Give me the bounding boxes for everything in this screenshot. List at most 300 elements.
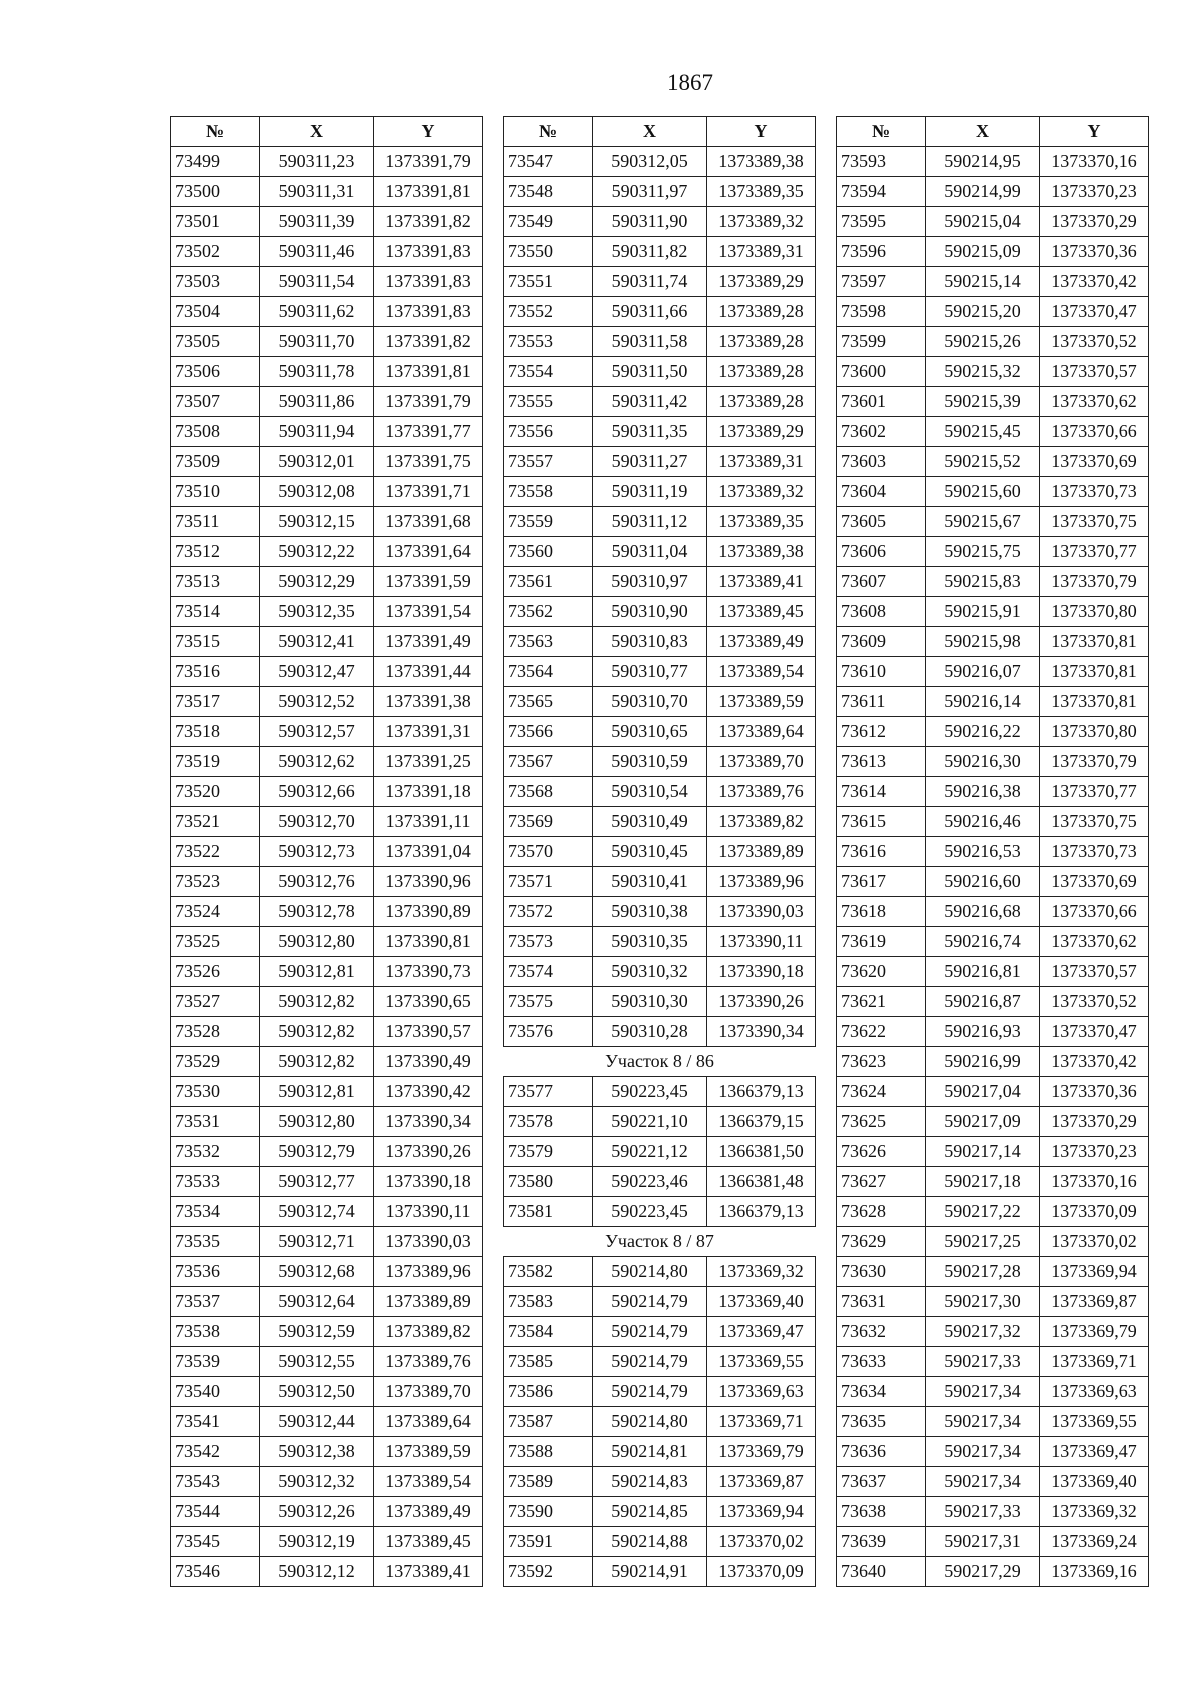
point-number-cell: 73508 (171, 417, 260, 447)
table-row (504, 1437, 816, 1467)
point-number-cell: 73622 (837, 1017, 926, 1047)
x-coordinate-cell: 590310,65 (593, 717, 707, 747)
point-number-cell: 73592 (504, 1557, 593, 1587)
y-coordinate-cell: 1373390,49 (374, 1047, 483, 1077)
point-number-cell: 73620 (837, 957, 926, 987)
table-row (837, 327, 1149, 357)
y-coordinate-cell: 1373370,66 (1040, 417, 1149, 447)
table-row (171, 1227, 483, 1257)
y-coordinate-cell: 1373389,38 (707, 537, 816, 567)
y-coordinate-cell: 1373390,11 (374, 1197, 483, 1227)
x-coordinate-cell: 590311,35 (593, 417, 707, 447)
table-row (504, 1467, 816, 1497)
x-coordinate-cell: 590215,09 (926, 237, 1040, 267)
y-coordinate-cell: 1373389,89 (374, 1287, 483, 1317)
table-row (504, 327, 816, 357)
point-number-cell: 73538 (171, 1317, 260, 1347)
table-row (171, 1107, 483, 1137)
table-row (837, 267, 1149, 297)
x-coordinate-cell: 590215,98 (926, 627, 1040, 657)
point-number-cell: 73536 (171, 1257, 260, 1287)
y-coordinate-cell: 1373370,23 (1040, 177, 1149, 207)
table-row (504, 1287, 816, 1317)
y-coordinate-cell: 1373391,77 (374, 417, 483, 447)
table-row (837, 1077, 1149, 1107)
y-coordinate-cell: 1373390,18 (707, 957, 816, 987)
x-coordinate-cell: 590215,14 (926, 267, 1040, 297)
table-row (171, 1317, 483, 1347)
point-number-cell: 73602 (837, 417, 926, 447)
y-coordinate-cell: 1373370,16 (1040, 1167, 1149, 1197)
point-number-cell: 73591 (504, 1527, 593, 1557)
x-coordinate-cell: 590312,77 (260, 1167, 374, 1197)
y-coordinate-cell: 1373369,71 (1040, 1347, 1149, 1377)
point-number-cell: 73633 (837, 1347, 926, 1377)
point-number-cell: 73539 (171, 1347, 260, 1377)
y-coordinate-cell: 1373389,54 (374, 1467, 483, 1497)
table-row (837, 627, 1149, 657)
point-number-cell: 73523 (171, 867, 260, 897)
point-number-cell: 73511 (171, 507, 260, 537)
x-coordinate-cell: 590312,59 (260, 1317, 374, 1347)
y-coordinate-cell: 1373389,96 (707, 867, 816, 897)
point-number-cell: 73624 (837, 1077, 926, 1107)
table-row (171, 867, 483, 897)
x-coordinate-cell: 590312,57 (260, 717, 374, 747)
y-coordinate-cell: 1373391,82 (374, 207, 483, 237)
table-row (171, 957, 483, 987)
y-coordinate-cell: 1373370,57 (1040, 957, 1149, 987)
x-coordinate-cell: 590311,39 (260, 207, 374, 237)
y-coordinate-cell: 1373389,59 (707, 687, 816, 717)
point-number-cell: 73561 (504, 567, 593, 597)
x-coordinate-cell: 590214,79 (593, 1287, 707, 1317)
y-coordinate-cell: 1373389,49 (707, 627, 816, 657)
table-row (837, 747, 1149, 777)
x-coordinate-cell: 590312,19 (260, 1527, 374, 1557)
y-coordinate-cell: 1373389,28 (707, 357, 816, 387)
y-coordinate-cell: 1373390,96 (374, 867, 483, 897)
point-number-cell: 73556 (504, 417, 593, 447)
table-row (171, 807, 483, 837)
x-coordinate-cell: 590217,32 (926, 1317, 1040, 1347)
point-number-cell: 73619 (837, 927, 926, 957)
point-number-cell: 73532 (171, 1137, 260, 1167)
header-y: Y (707, 117, 816, 147)
y-coordinate-cell: 1373370,81 (1040, 657, 1149, 687)
point-number-cell: 73513 (171, 567, 260, 597)
x-coordinate-cell: 590216,07 (926, 657, 1040, 687)
table-row (171, 177, 483, 207)
y-coordinate-cell: 1373391,83 (374, 267, 483, 297)
point-number-cell: 73604 (837, 477, 926, 507)
x-coordinate-cell: 590312,78 (260, 897, 374, 927)
table-header-row (837, 117, 1149, 147)
x-coordinate-cell: 590310,28 (593, 1017, 707, 1047)
point-number-cell: 73589 (504, 1467, 593, 1497)
y-coordinate-cell: 1366379,13 (707, 1197, 816, 1227)
point-number-cell: 73504 (171, 297, 260, 327)
y-coordinate-cell: 1373389,96 (374, 1257, 483, 1287)
x-coordinate-cell: 590216,93 (926, 1017, 1040, 1047)
x-coordinate-cell: 590312,55 (260, 1347, 374, 1377)
point-number-cell: 73581 (504, 1197, 593, 1227)
y-coordinate-cell: 1373370,79 (1040, 747, 1149, 777)
header-x: X (260, 117, 374, 147)
table-row (837, 657, 1149, 687)
x-coordinate-cell: 590217,33 (926, 1347, 1040, 1377)
x-coordinate-cell: 590310,90 (593, 597, 707, 627)
point-number-cell: 73501 (171, 207, 260, 237)
y-coordinate-cell: 1373370,73 (1040, 477, 1149, 507)
x-coordinate-cell: 590311,46 (260, 237, 374, 267)
point-number-cell: 73569 (504, 807, 593, 837)
x-coordinate-cell: 590311,12 (593, 507, 707, 537)
table-row (171, 1437, 483, 1467)
point-number-cell: 73577 (504, 1077, 593, 1107)
x-coordinate-cell: 590311,74 (593, 267, 707, 297)
table-row (504, 837, 816, 867)
y-coordinate-cell: 1373389,29 (707, 417, 816, 447)
point-number-cell: 73547 (504, 147, 593, 177)
table-row (837, 537, 1149, 567)
x-coordinate-cell: 590310,30 (593, 987, 707, 1017)
point-number-cell: 73541 (171, 1407, 260, 1437)
table-row (837, 1107, 1149, 1137)
point-number-cell: 73560 (504, 537, 593, 567)
x-coordinate-cell: 590217,04 (926, 1077, 1040, 1107)
point-number-cell: 73554 (504, 357, 593, 387)
y-coordinate-cell: 1373391,44 (374, 657, 483, 687)
x-coordinate-cell: 590216,30 (926, 747, 1040, 777)
y-coordinate-cell: 1373389,32 (707, 207, 816, 237)
y-coordinate-cell: 1373389,70 (707, 747, 816, 777)
x-coordinate-cell: 590217,09 (926, 1107, 1040, 1137)
y-coordinate-cell: 1373370,42 (1040, 267, 1149, 297)
x-coordinate-cell: 590216,14 (926, 687, 1040, 717)
x-coordinate-cell: 590312,64 (260, 1287, 374, 1317)
x-coordinate-cell: 590217,22 (926, 1197, 1040, 1227)
x-coordinate-cell: 590215,91 (926, 597, 1040, 627)
y-coordinate-cell: 1373370,29 (1040, 1107, 1149, 1137)
x-coordinate-cell: 590312,05 (593, 147, 707, 177)
coordinates-table-3 (836, 116, 1149, 1587)
x-coordinate-cell: 590217,33 (926, 1497, 1040, 1527)
table-row (504, 1317, 816, 1347)
point-number-cell: 73526 (171, 957, 260, 987)
table-row (171, 747, 483, 777)
point-number-cell: 73567 (504, 747, 593, 777)
header-x: X (926, 117, 1040, 147)
point-number-cell: 73546 (171, 1557, 260, 1587)
x-coordinate-cell: 590216,46 (926, 807, 1040, 837)
y-coordinate-cell: 1373391,68 (374, 507, 483, 537)
point-number-cell: 73559 (504, 507, 593, 537)
point-number-cell: 73566 (504, 717, 593, 747)
point-number-cell: 73596 (837, 237, 926, 267)
y-coordinate-cell: 1373369,16 (1040, 1557, 1149, 1587)
table-row (504, 1197, 816, 1227)
x-coordinate-cell: 590216,38 (926, 777, 1040, 807)
table-row (171, 1347, 483, 1377)
y-coordinate-cell: 1373391,11 (374, 807, 483, 837)
point-number-cell: 73586 (504, 1377, 593, 1407)
x-coordinate-cell: 590311,04 (593, 537, 707, 567)
x-coordinate-cell: 590214,81 (593, 1437, 707, 1467)
x-coordinate-cell: 590221,10 (593, 1107, 707, 1137)
x-coordinate-cell: 590217,28 (926, 1257, 1040, 1287)
point-number-cell: 73533 (171, 1167, 260, 1197)
y-coordinate-cell: 1373390,03 (707, 897, 816, 927)
point-number-cell: 73543 (171, 1467, 260, 1497)
table-row (837, 147, 1149, 177)
x-coordinate-cell: 590223,45 (593, 1197, 707, 1227)
table-row (837, 1017, 1149, 1047)
x-coordinate-cell: 590214,91 (593, 1557, 707, 1587)
table-row (504, 687, 816, 717)
point-number-cell: 73614 (837, 777, 926, 807)
y-coordinate-cell: 1373390,57 (374, 1017, 483, 1047)
x-coordinate-cell: 590311,27 (593, 447, 707, 477)
y-coordinate-cell: 1373391,38 (374, 687, 483, 717)
table-row (837, 987, 1149, 1017)
table-row (504, 1137, 816, 1167)
point-number-cell: 73531 (171, 1107, 260, 1137)
point-number-cell: 73607 (837, 567, 926, 597)
table-row (171, 147, 483, 177)
x-coordinate-cell: 590215,60 (926, 477, 1040, 507)
x-coordinate-cell: 590310,77 (593, 657, 707, 687)
table-row (504, 537, 816, 567)
point-number-cell: 73512 (171, 537, 260, 567)
point-number-cell: 73575 (504, 987, 593, 1017)
point-number-cell: 73525 (171, 927, 260, 957)
section-header-row (504, 1227, 816, 1257)
x-coordinate-cell: 590216,60 (926, 867, 1040, 897)
point-number-cell: 73548 (504, 177, 593, 207)
y-coordinate-cell: 1373370,42 (1040, 1047, 1149, 1077)
table-row (837, 927, 1149, 957)
table-header-row (171, 117, 483, 147)
x-coordinate-cell: 590217,18 (926, 1167, 1040, 1197)
y-coordinate-cell: 1373370,80 (1040, 597, 1149, 627)
x-coordinate-cell: 590311,97 (593, 177, 707, 207)
table-row (837, 1317, 1149, 1347)
point-number-cell: 73529 (171, 1047, 260, 1077)
y-coordinate-cell: 1373369,32 (707, 1257, 816, 1287)
table-row (171, 477, 483, 507)
y-coordinate-cell: 1373389,38 (707, 147, 816, 177)
table-row (171, 1077, 483, 1107)
x-coordinate-cell: 590312,79 (260, 1137, 374, 1167)
x-coordinate-cell: 590217,31 (926, 1527, 1040, 1557)
x-coordinate-cell: 590214,88 (593, 1527, 707, 1557)
x-coordinate-cell: 590311,54 (260, 267, 374, 297)
y-coordinate-cell: 1373390,65 (374, 987, 483, 1017)
table-row (504, 357, 816, 387)
y-coordinate-cell: 1373370,81 (1040, 627, 1149, 657)
point-number-cell: 73605 (837, 507, 926, 537)
point-number-cell: 73629 (837, 1227, 926, 1257)
point-number-cell: 73609 (837, 627, 926, 657)
table-row (837, 1047, 1149, 1077)
table-row (171, 687, 483, 717)
table-row (171, 1377, 483, 1407)
point-number-cell: 73500 (171, 177, 260, 207)
x-coordinate-cell: 590216,87 (926, 987, 1040, 1017)
table-row (837, 177, 1149, 207)
point-number-cell: 73565 (504, 687, 593, 717)
table-row (171, 267, 483, 297)
table-row (504, 1377, 816, 1407)
table-row (837, 1167, 1149, 1197)
x-coordinate-cell: 590311,42 (593, 387, 707, 417)
table-row (171, 1137, 483, 1167)
table-row (837, 507, 1149, 537)
table-row (837, 447, 1149, 477)
x-coordinate-cell: 590217,29 (926, 1557, 1040, 1587)
y-coordinate-cell: 1373369,87 (707, 1467, 816, 1497)
y-coordinate-cell: 1373369,55 (1040, 1407, 1149, 1437)
point-number-cell: 73570 (504, 837, 593, 867)
table-row (504, 177, 816, 207)
table-row (504, 417, 816, 447)
x-coordinate-cell: 590312,35 (260, 597, 374, 627)
table-row (171, 1167, 483, 1197)
point-number-cell: 73613 (837, 747, 926, 777)
point-number-cell: 73637 (837, 1467, 926, 1497)
point-number-cell: 73563 (504, 627, 593, 657)
section-title: Участок 8 / 86 (504, 1047, 816, 1077)
table-row (837, 297, 1149, 327)
point-number-cell: 73599 (837, 327, 926, 357)
x-coordinate-cell: 590217,34 (926, 1467, 1040, 1497)
x-coordinate-cell: 590223,46 (593, 1167, 707, 1197)
y-coordinate-cell: 1373389,45 (707, 597, 816, 627)
table-row (504, 597, 816, 627)
table-row (837, 1497, 1149, 1527)
point-number-cell: 73593 (837, 147, 926, 177)
point-number-cell: 73573 (504, 927, 593, 957)
point-number-cell: 73527 (171, 987, 260, 1017)
x-coordinate-cell: 590310,54 (593, 777, 707, 807)
table-row (171, 1197, 483, 1227)
table-row (837, 1527, 1149, 1557)
x-coordinate-cell: 590312,81 (260, 1077, 374, 1107)
y-coordinate-cell: 1373369,94 (707, 1497, 816, 1527)
table-row (837, 1407, 1149, 1437)
point-number-cell: 73509 (171, 447, 260, 477)
point-number-cell: 73611 (837, 687, 926, 717)
x-coordinate-cell: 590312,47 (260, 657, 374, 687)
table-row (171, 627, 483, 657)
x-coordinate-cell: 590217,14 (926, 1137, 1040, 1167)
table-row (837, 1557, 1149, 1587)
y-coordinate-cell: 1373389,49 (374, 1497, 483, 1527)
x-coordinate-cell: 590312,08 (260, 477, 374, 507)
y-coordinate-cell: 1373369,63 (707, 1377, 816, 1407)
x-coordinate-cell: 590312,80 (260, 927, 374, 957)
x-coordinate-cell: 590312,01 (260, 447, 374, 477)
table-row (171, 717, 483, 747)
x-coordinate-cell: 590311,58 (593, 327, 707, 357)
table-row (504, 987, 816, 1017)
x-coordinate-cell: 590311,78 (260, 357, 374, 387)
point-number-cell: 73515 (171, 627, 260, 657)
table-row (504, 747, 816, 777)
table-row (171, 897, 483, 927)
table-row (837, 597, 1149, 627)
y-coordinate-cell: 1373389,28 (707, 387, 816, 417)
y-coordinate-cell: 1373370,81 (1040, 687, 1149, 717)
y-coordinate-cell: 1373391,82 (374, 327, 483, 357)
y-coordinate-cell: 1373390,81 (374, 927, 483, 957)
y-coordinate-cell: 1373370,02 (707, 1527, 816, 1557)
table-row (171, 1527, 483, 1557)
x-coordinate-cell: 590214,80 (593, 1257, 707, 1287)
y-coordinate-cell: 1373370,47 (1040, 297, 1149, 327)
x-coordinate-cell: 590312,62 (260, 747, 374, 777)
point-number-cell: 73550 (504, 237, 593, 267)
point-number-cell: 73510 (171, 477, 260, 507)
y-coordinate-cell: 1373370,52 (1040, 327, 1149, 357)
x-coordinate-cell: 590312,70 (260, 807, 374, 837)
x-coordinate-cell: 590312,41 (260, 627, 374, 657)
y-coordinate-cell: 1373370,52 (1040, 987, 1149, 1017)
x-coordinate-cell: 590216,68 (926, 897, 1040, 927)
table-row (837, 687, 1149, 717)
x-coordinate-cell: 590312,32 (260, 1467, 374, 1497)
table-row (171, 1047, 483, 1077)
point-number-cell: 73597 (837, 267, 926, 297)
y-coordinate-cell: 1366381,50 (707, 1137, 816, 1167)
x-coordinate-cell: 590310,70 (593, 687, 707, 717)
y-coordinate-cell: 1373389,70 (374, 1377, 483, 1407)
point-number-cell: 73534 (171, 1197, 260, 1227)
table-row (504, 957, 816, 987)
point-number-cell: 73506 (171, 357, 260, 387)
x-coordinate-cell: 590311,62 (260, 297, 374, 327)
y-coordinate-cell: 1373369,79 (707, 1437, 816, 1467)
y-coordinate-cell: 1373369,94 (1040, 1257, 1149, 1287)
y-coordinate-cell: 1373370,29 (1040, 207, 1149, 237)
table-row (837, 1137, 1149, 1167)
point-number-cell: 73640 (837, 1557, 926, 1587)
point-number-cell: 73600 (837, 357, 926, 387)
point-number-cell: 73514 (171, 597, 260, 627)
y-coordinate-cell: 1373389,35 (707, 177, 816, 207)
y-coordinate-cell: 1373389,64 (374, 1407, 483, 1437)
y-coordinate-cell: 1373389,31 (707, 237, 816, 267)
x-coordinate-cell: 590312,29 (260, 567, 374, 597)
y-coordinate-cell: 1373391,79 (374, 147, 483, 177)
x-coordinate-cell: 590311,66 (593, 297, 707, 327)
y-coordinate-cell: 1373391,64 (374, 537, 483, 567)
point-number-cell: 73499 (171, 147, 260, 177)
y-coordinate-cell: 1373389,31 (707, 447, 816, 477)
point-number-cell: 73612 (837, 717, 926, 747)
y-coordinate-cell: 1373369,32 (1040, 1497, 1149, 1527)
point-number-cell: 73616 (837, 837, 926, 867)
table-row (171, 237, 483, 267)
point-number-cell: 73631 (837, 1287, 926, 1317)
point-number-cell: 73580 (504, 1167, 593, 1197)
y-coordinate-cell: 1373391,54 (374, 597, 483, 627)
y-coordinate-cell: 1373390,42 (374, 1077, 483, 1107)
table-row (837, 867, 1149, 897)
point-number-cell: 73522 (171, 837, 260, 867)
y-coordinate-cell: 1373370,02 (1040, 1227, 1149, 1257)
